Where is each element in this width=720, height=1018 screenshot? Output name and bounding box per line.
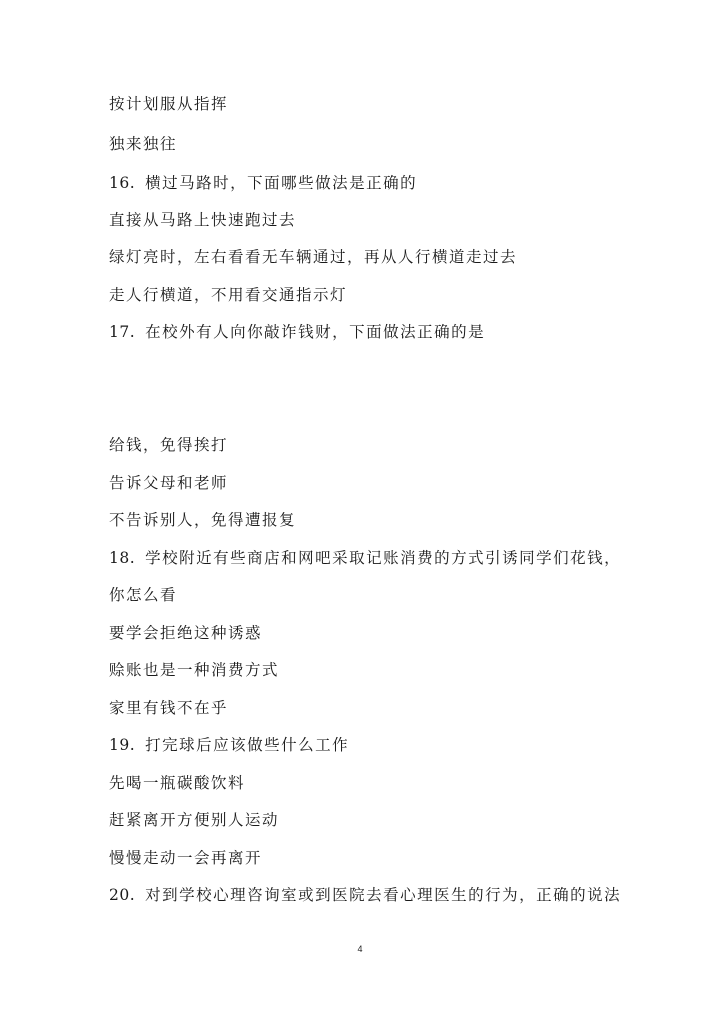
question-line [109,885,621,905]
question-line [109,735,349,755]
option-line [109,773,245,793]
question-number: 20. [109,886,136,904]
option-text: 走人行横道，不用看交通指示灯 [109,286,348,304]
question-text: 打完球后应该做些什么工作 [145,736,350,754]
option-line [109,94,228,114]
question-number: 18. [109,549,136,567]
option-text: 慢慢走动一会再离开 [109,849,263,867]
question-text: 对到学校心理咨询室或到医院去看心理医生的行为，正确的说法 [145,886,622,904]
question-number: 16. [109,174,136,192]
option-text: 直接从马路上快速跑过去 [109,211,297,229]
option-line [109,810,279,830]
option-text: 赶紧离开方便别人运动 [109,811,280,829]
option-text: 独来独往 [109,135,178,153]
option-line [109,660,279,680]
option-text: 赊账也是一种消费方式 [109,661,280,679]
question-line [109,173,417,193]
question-text: 在校外有人向你敲诈钱财，下面做法正确的是 [145,323,486,341]
question-line [109,322,485,342]
option-line [109,473,228,493]
option-line [109,435,228,455]
option-text: 家里有钱不在乎 [109,699,229,717]
question-number: 19. [109,736,136,754]
option-text: 要学会拒绝这种诱惑 [109,624,263,642]
option-text: 告诉父母和老师 [109,474,229,492]
question-text: 你怎么看 [109,586,178,604]
option-line [109,247,517,267]
option-text: 不告诉别人，免得遭报复 [109,511,297,529]
option-line [109,134,177,154]
page-number: 4 [357,944,363,954]
option-line [109,510,296,530]
question-line [109,548,621,568]
option-text: 按计划服从指挥 [109,95,229,113]
question-number: 17. [109,323,136,341]
option-text: 给钱，免得挨打 [109,436,229,454]
question-continuation-line [109,585,177,605]
option-line [109,698,228,718]
option-line [109,848,262,868]
option-text: 先喝一瓶碳酸饮料 [109,774,246,792]
question-text: 学校附近有些商店和网吧采取记账消费的方式引诱同学们花钱， [145,549,622,567]
option-line [109,285,347,305]
question-text: 横过马路时，下面哪些做法是正确的 [145,174,418,192]
option-line [109,210,296,230]
option-line [109,623,262,643]
option-text: 绿灯亮时，左右看看无车辆通过，再从人行横道走过去 [109,248,518,266]
